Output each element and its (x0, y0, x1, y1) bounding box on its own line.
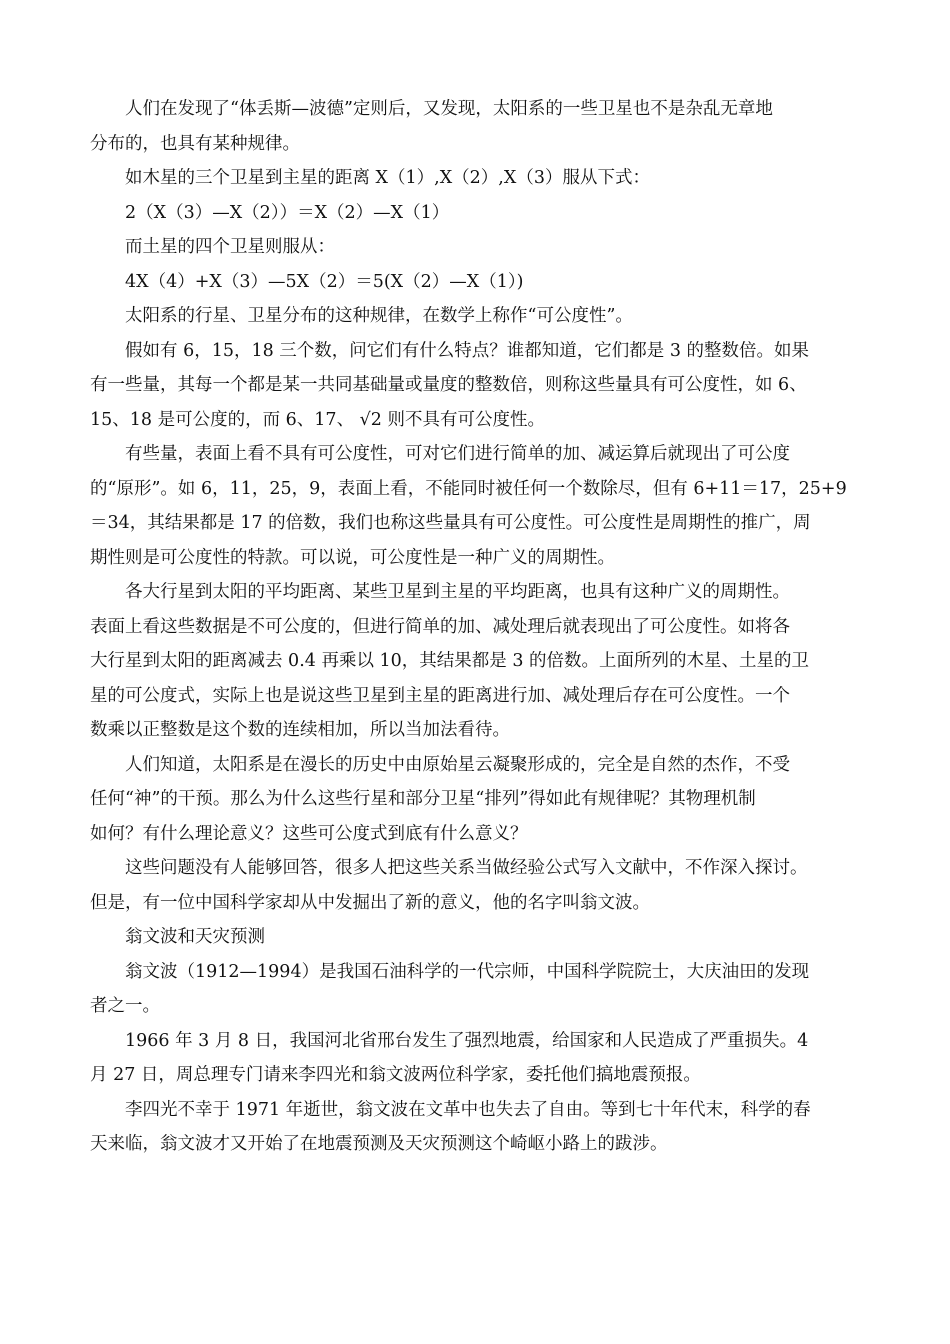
text-line: 各大行星到太阳的平均距离、某些卫星到主星的平均距离，也具有这种广义的周期性。 (125, 582, 790, 602)
text-line: 人们在发现了“体丢斯—波德”定则后，又发现，太阳系的一些卫星也不是杂乱无章地 (125, 99, 773, 119)
text-line: 但是，有一位中国科学家却从中发掘出了新的意义，他的名字叫翁文波。 (90, 892, 650, 913)
text-line: 任何“神”的干预。那么为什么这些行星和部分卫星“排列”得如此有规律呢？其物理机制 (90, 789, 756, 809)
text-line: 如何？有什么理论意义？这些可公度式到底有什么意义？ (90, 823, 528, 844)
paragraph (90, 575, 860, 748)
text-line: 2（X（3）—X（2））＝X（2）—X（1） (125, 202, 450, 223)
text-line: 星的可公度式，实际上也是说这些卫星到主星的距离进行加、减处理后存在可公度性。一个 (90, 685, 790, 706)
text-line: 15、18 是可公度的，而 6、17、 √2 则不具有可公度性。 (90, 409, 545, 430)
document-page (90, 92, 860, 1162)
text-line: 表面上看这些数据是不可公度的，但进行简单的加、减处理后就表现出了可公度性。如将各 (90, 616, 790, 637)
paragraph (90, 161, 860, 196)
text-line: 有一些量，其每一个都是某一共同基础量或量度的整数倍，则称这些量具有可公度性，如 6、 (90, 375, 807, 395)
text-line: 翁文波（1912—1994）是我国石油科学的一代宗师，中国科学院院士，大庆油田的发现 (125, 961, 810, 982)
text-line: ＝34，其结果都是 17 的倍数，我们也称这些量具有可公度性。可公度性是周期性的推广，周 (90, 513, 811, 533)
paragraph (90, 334, 860, 438)
paragraph (90, 1024, 860, 1093)
paragraph (90, 748, 860, 852)
text-line: 如木星的三个卫星到主星的距离 X（1）,X（2）,X（3）服从下式： (125, 168, 650, 188)
paragraph (90, 230, 860, 265)
paragraph (90, 265, 860, 300)
paragraph (90, 920, 860, 955)
text-line: 李四光不幸于 1971 年逝世，翁文波在文革中也失去了自由。等到七十年代末，科学的春 (125, 1099, 811, 1120)
text-line: 假如有 6，15，18 三个数，问它们有什么特点？谁都知道，它们都是 3 的整数倍。如果 (125, 340, 810, 361)
text-line: 有些量，表面上看不具有可公度性，可对它们进行简单的加、减运算后就现出了可公度 (125, 444, 790, 464)
text-line: 的“原形”。如 6，11，25，9，表面上看，不能同时被任何一个数除尽，但有 6+11＝17，25+9 (90, 478, 847, 499)
paragraph (90, 196, 860, 231)
text-line: 期性则是可公度性的特款。可以说，可公度性是一种广义的周期性。 (90, 547, 615, 568)
paragraph (90, 955, 860, 1024)
text-line: 而土星的四个卫星则服从： (125, 237, 335, 257)
paragraph (90, 1093, 860, 1162)
text-line: 分布的，也具有某种规律。 (90, 133, 300, 154)
paragraph (90, 92, 860, 161)
text-line: 1966 年 3 月 8 日，我国河北省邢台发生了强烈地震，给国家和人民造成了严重损失。4 (125, 1030, 809, 1051)
text-line: 人们知道，太阳系是在漫长的历史中由原始星云凝聚形成的，完全是自然的杰作，不受 (125, 754, 790, 775)
text-line: 大行星到太阳的距离减去 0.4 再乘以 10，其结果都是 3 的倍数。上面所列的木星、土星的卫 (90, 651, 810, 671)
text-line: 这些问题没有人能够回答，很多人把这些关系当做经验公式写入文献中，不作深入探讨。 (125, 858, 808, 878)
paragraph (90, 299, 860, 334)
paragraph (90, 851, 860, 920)
text-line: 4X（4）+X（3）—5X（2）＝5(X（2）—X（1）) (125, 271, 524, 292)
text-line: 天来临，翁文波才又开始了在地震预测及天灾预测这个崎岖小路上的跋涉。 (90, 1134, 668, 1154)
text-line: 者之一。 (90, 996, 160, 1016)
text-line: 月 27 日，周总理专门请来李四光和翁文波两位科学家，委托他们搞地震预报。 (90, 1065, 701, 1085)
text-line: 数乘以正整数是这个数的连续相加，所以当加法看待。 (90, 720, 510, 740)
text-line: 翁文波和天灾预测 (125, 927, 265, 947)
paragraph (90, 437, 860, 575)
text-line: 太阳系的行星、卫星分布的这种规律，在数学上称作“可公度性”。 (125, 306, 633, 326)
